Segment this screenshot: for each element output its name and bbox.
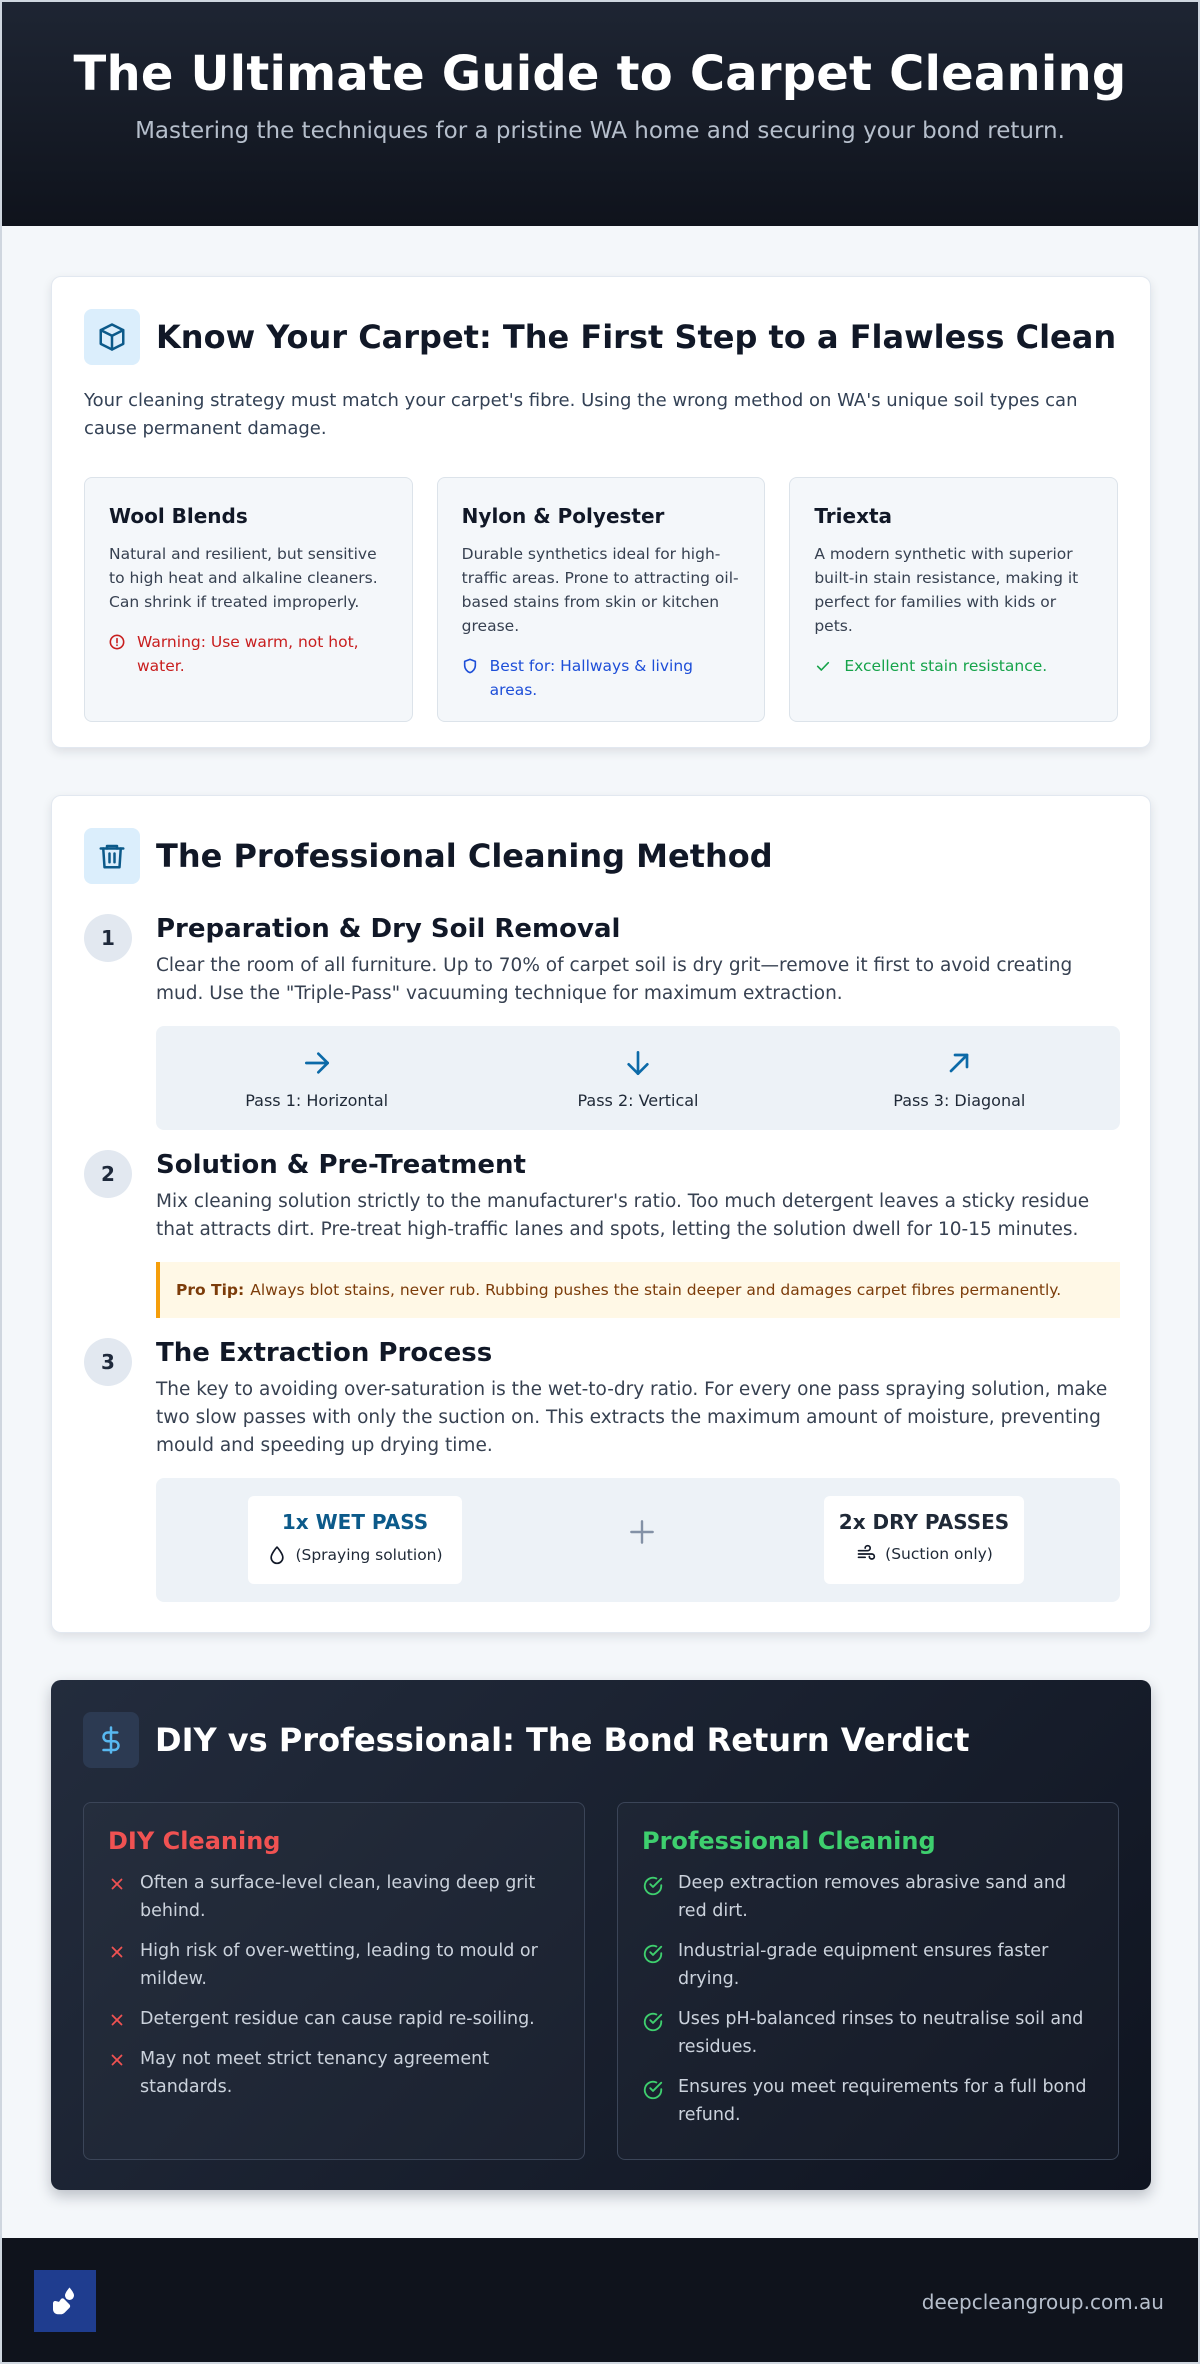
- list-item-text: Ensures you meet requirements for a full bond refund.: [678, 2077, 1087, 2125]
- carpet-type-name: Triexta: [814, 504, 893, 528]
- step-text: The key to avoiding over-saturation is the wet-to-dry ratio. For every one pass spraying solution, make two slow passes with only the suction on. This extracts the maximum amount of moisture, preventing mould and speeding up drying time.: [156, 1379, 1108, 1456]
- check-circle-icon: [642, 2011, 664, 2033]
- step-number: 1: [84, 914, 132, 962]
- wind-icon: [855, 1544, 877, 1564]
- footer: [2, 2238, 1198, 2364]
- step-number: 3: [84, 1338, 132, 1386]
- droplet-icon: [267, 1544, 287, 1566]
- step-title: The Extraction Process: [156, 1338, 493, 1368]
- pass-item: [844, 1047, 1074, 1110]
- hand-droplet-logo-icon[interactable]: [34, 2270, 96, 2332]
- x-icon: [108, 1943, 126, 1961]
- bond-verdict-card: [51, 1680, 1151, 2190]
- method-step: [84, 914, 1120, 1130]
- know-your-carpet-card: [51, 276, 1151, 748]
- carpet-type-card: [789, 477, 1118, 722]
- list-item: [642, 2073, 1094, 2129]
- wet-pass-box: [248, 1496, 462, 1584]
- page-title: The Ultimate Guide to Carpet Cleaning: [73, 46, 1127, 102]
- carpet-type-name: Wool Blends: [109, 504, 248, 528]
- list-item: [108, 2045, 560, 2101]
- carpet-type-desc: Natural and resilient, but sensitive to high heat and alkaline cleaners. Can shrink if treated improperly.: [109, 545, 378, 611]
- list-item-text: Industrial-grade equipment ensures faster drying.: [678, 1941, 1049, 1989]
- pro-tip-label: Pro Tip:: [176, 1281, 245, 1299]
- plus-icon: [626, 1516, 658, 1548]
- pass-label: Pass 2: Vertical: [577, 1090, 699, 1110]
- pass-label: Pass 1: Horizontal: [245, 1090, 389, 1110]
- trash-icon: [84, 828, 140, 884]
- cleaning-method-card: [51, 795, 1151, 1633]
- dry-pass-sub: (Suction only): [885, 1545, 993, 1563]
- list-item-text: High risk of over-wetting, leading to mould or mildew.: [140, 1941, 538, 1989]
- note-text: Warning: Use warm, not hot, water.: [137, 633, 359, 675]
- section-intro: Your cleaning strategy must match your carpet's fibre. Using the wrong method on WA's unique soil types can cause permanent damage.: [84, 390, 1078, 439]
- pro-title: Professional Cleaning: [642, 1827, 936, 1855]
- step-text: Mix cleaning solution strictly to the manufacturer's ratio. Too much detergent leaves a sticky residue that attracts dirt. Pre-treat high-traffic lanes and spots, letting the solution dwell for 10-15 minutes.: [156, 1191, 1090, 1240]
- note-text: Excellent stain resistance.: [844, 657, 1048, 675]
- list-item: [642, 2005, 1094, 2061]
- hero-header: [2, 2, 1198, 226]
- carpet-type-note: [109, 630, 388, 678]
- pass-item: [523, 1047, 753, 1110]
- footer-domain[interactable]: deepcleangroup.com.au: [921, 2290, 1164, 2314]
- carpet-type-desc: A modern synthetic with superior built-in stain resistance, making it perfect for families with kids or pets.: [814, 545, 1079, 635]
- list-item-text: Detergent residue can cause rapid re-soiling.: [140, 2009, 535, 2029]
- carpet-types: [84, 477, 1118, 722]
- pass-diagram: [156, 1026, 1120, 1130]
- check-circle-icon: [642, 1875, 664, 1897]
- section-title: DIY vs Professional: The Bond Return Verdict: [155, 1721, 970, 1759]
- list-item: [642, 1937, 1094, 1993]
- arrow-up-right-icon: [943, 1047, 975, 1079]
- carpet-type-card: [437, 477, 766, 722]
- carpet-type-card: [84, 477, 413, 722]
- pro-column: [617, 1802, 1119, 2160]
- check-circle-icon: [642, 1943, 664, 1965]
- list-item-text: Often a surface-level clean, leaving deep grit behind.: [140, 1873, 536, 1921]
- x-icon: [108, 2011, 126, 2029]
- step-title: Solution & Pre-Treatment: [156, 1150, 526, 1180]
- pro-tip-text: Always blot stains, never rub. Rubbing pushes the stain deeper and damages carpet fibres permanently.: [250, 1281, 1062, 1299]
- wet-dry-ratio: [156, 1478, 1120, 1602]
- method-step: [84, 1338, 1120, 1602]
- list-item-text: Uses pH-balanced rinses to neutralise soil and residues.: [678, 2009, 1084, 2057]
- alert-circle-icon: [109, 634, 125, 650]
- x-icon: [108, 1875, 126, 1893]
- page-subtitle: Mastering the techniques for a pristine WA home and securing your bond return.: [135, 118, 1065, 144]
- check-circle-icon: [642, 2079, 664, 2101]
- arrow-right-icon: [301, 1047, 333, 1079]
- list-item-text: May not meet strict tenancy agreement standards.: [140, 2049, 490, 2097]
- arrow-down-icon: [622, 1047, 654, 1079]
- shield-icon: [462, 658, 478, 674]
- dollar-icon: [83, 1712, 139, 1768]
- diy-column: [83, 1802, 585, 2160]
- step-title: Preparation & Dry Soil Removal: [156, 914, 621, 944]
- step-number: 2: [84, 1150, 132, 1198]
- list-item: [642, 1869, 1094, 1925]
- carpet-type-name: Nylon & Polyester: [461, 504, 665, 528]
- pass-label: Pass 3: Diagonal: [893, 1090, 1026, 1110]
- list-item: [108, 1937, 560, 1993]
- carpet-type-note: [462, 654, 741, 702]
- box-icon: [84, 309, 140, 365]
- list-item-text: Deep extraction removes abrasive sand and red dirt.: [678, 1873, 1067, 1921]
- carpet-type-desc: Durable synthetics ideal for high-traffic areas. Prone to attracting oil-based stains from skin or kitchen grease.: [461, 545, 739, 635]
- section-title: Know Your Carpet: The First Step to a Flawless Clean: [156, 318, 1117, 356]
- method-step: [84, 1150, 1120, 1318]
- carpet-type-note: [814, 654, 1093, 678]
- step-text: Clear the room of all furniture. Up to 70% of carpet soil is dry grit—remove it first to avoid creating mud. Use the "Triple-Pass" vacuuming technique for maximum extraction.: [156, 955, 1073, 1004]
- diy-list: [108, 1869, 560, 2101]
- list-item: [108, 2005, 560, 2033]
- note-text: Best for: Hallways & living areas.: [489, 657, 693, 699]
- pro-tip: [156, 1262, 1120, 1318]
- dry-pass-title: 2x DRY PASSES: [838, 1510, 1010, 1534]
- section-title: The Professional Cleaning Method: [156, 837, 773, 875]
- wet-pass-title: 1x WET PASS: [281, 1510, 429, 1534]
- pass-item: [202, 1047, 432, 1110]
- x-icon: [108, 2051, 126, 2069]
- dry-pass-box: [824, 1496, 1024, 1584]
- diy-title: DIY Cleaning: [108, 1827, 281, 1855]
- check-icon: [814, 658, 832, 674]
- pro-list: [642, 1869, 1094, 2129]
- wet-pass-sub: (Spraying solution): [295, 1546, 443, 1564]
- list-item: [108, 1869, 560, 1925]
